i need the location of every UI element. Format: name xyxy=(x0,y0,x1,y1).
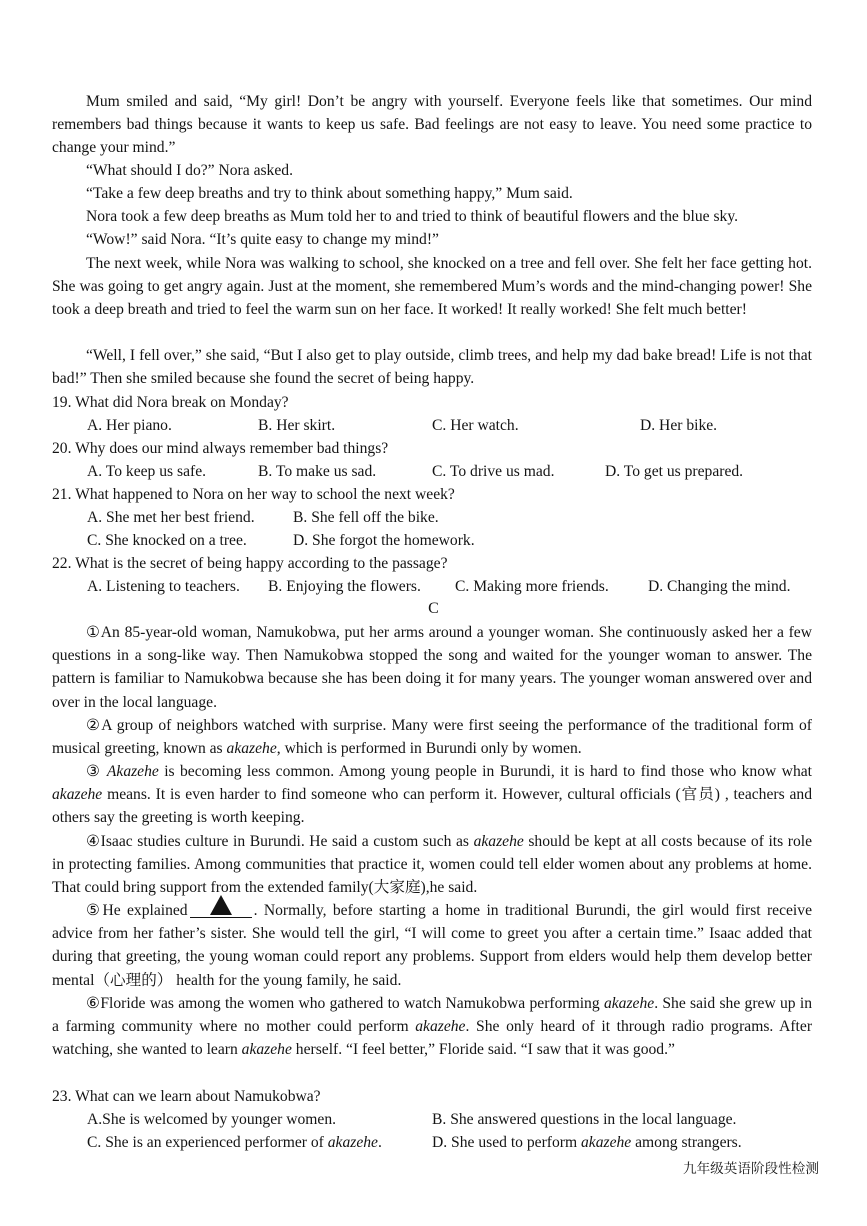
question-stem: 23. What can we learn about Namukobwa? xyxy=(52,1088,321,1105)
answer-option: D. Her bike. xyxy=(640,417,718,434)
answer-option: B. To make us sad. xyxy=(258,463,377,480)
answer-option: B. She fell off the bike. xyxy=(293,509,439,526)
passage-paragraph: “Well, I fell over,” she said, “But I also get to play outside, climb trees, and help my dad bake bread! Life is not that bad!” Then she smiled because she found the secret of being happy. xyxy=(52,347,812,388)
passage-paragraph: ④Isaac studies culture in Burundi. He said a custom such as akazehe should be kept at all costs because of its role in protecting families. Among communities that practice it, women could tell elder women about any problems at home. That could bring support from the extended family(大家庭),he said. xyxy=(52,833,813,897)
passage-paragraph: ③ Akazehe is becoming less common. Among young people in Burundi, it is hard to find those who know what akazehe means. It is even harder to find someone who can perform it. However, cultural officials (官员) , teachers and others say the greeting is worth keeping. xyxy=(52,763,812,827)
question-stem: 19. What did Nora break on Monday? xyxy=(52,394,289,411)
page-footer: 九年级英语阶段性检测 xyxy=(683,1161,819,1177)
answer-option: D. She used to perform akazehe among strangers. xyxy=(432,1134,742,1151)
answer-option: B. Enjoying the flowers. xyxy=(268,578,421,595)
answer-option: D. Changing the mind. xyxy=(648,578,791,595)
answer-option: A. Listening to teachers. xyxy=(87,578,240,595)
answer-option: C. To drive us mad. xyxy=(432,463,555,480)
answer-option: C. Making more friends. xyxy=(455,578,609,595)
question-stem: 22. What is the secret of being happy according to the passage? xyxy=(52,555,448,572)
answer-option: A.She is welcomed by younger women. xyxy=(87,1111,337,1128)
passage-paragraph: ⑤He explained . Normally, before starting a home in traditional Burundi, the girl would first receive advice from her father’s sister. She would tell the girl, “I will come to greet you after a certain time.” Isaac added that during that greeting, the young woman could report any problems. Support from elders would help them develop better mental（心理的） health for the young family, he said. xyxy=(52,899,812,992)
passage-paragraph: ②A group of neighbors watched with surprise. Many were first seeing the performance of the traditional form of musical greeting, known as akazehe, which is performed in Burundi only by women. xyxy=(52,717,812,758)
answer-option: A. She met her best friend. xyxy=(87,509,255,526)
passage-paragraph: ⑥Floride was among the women who gathered to watch Namukobwa performing akazehe. She said she grew up in a farming community where no mother could perform akazehe. She only heard of it through radio programs. After watching, she wanted to learn akazehe herself. “I feel better,” Floride said. “I saw that it was good.” xyxy=(52,995,813,1059)
answer-option: D. To get us prepared. xyxy=(605,463,744,480)
answer-option: C. She is an experienced performer of akazehe. xyxy=(87,1134,382,1151)
passage-paragraph: “Wow!” said Nora. “It’s quite easy to change my mind!” xyxy=(86,231,439,248)
answer-option: C. Her watch. xyxy=(432,417,519,434)
answer-option: B. Her skirt. xyxy=(258,417,336,434)
passage-paragraph: Nora took a few deep breaths as Mum told her to and tried to think of beautiful flowers and the blue sky. xyxy=(86,208,739,225)
passage-paragraph: “What should I do?” Nora asked. xyxy=(86,162,293,179)
answer-option: A. Her piano. xyxy=(87,417,172,434)
answer-option: D. She forgot the homework. xyxy=(293,532,475,549)
question-stem: 20. Why does our mind always remember bad things? xyxy=(52,440,389,457)
passage-paragraph: “Take a few deep breaths and try to think about something happy,” Mum said. xyxy=(86,185,573,202)
passage-paragraph: Mum smiled and said, “My girl! Don’t be angry with yourself. Everyone feels like that sometimes. Our mind remembers bad things because it wants to keep us safe. Bad feelings are not easy to leave. You need some practice to change your mind.” xyxy=(52,93,812,157)
answer-option: A. To keep us safe. xyxy=(87,463,207,480)
answer-option: B. She answered questions in the local language. xyxy=(432,1111,737,1128)
triangle-marker-icon xyxy=(210,895,232,915)
answer-blank xyxy=(190,900,252,918)
passage-paragraph: ①An 85-year-old woman, Namukobwa, put her arms around a younger woman. She continuously asked her a few questions in a song-like way. Then Namukobwa stopped the song and waited for the younger woman to answer. The pattern is familiar to Namukobwa because she has been doing it for many years. The younger woman answered over and over in the local language. xyxy=(52,624,812,711)
answer-option: C. She knocked on a tree. xyxy=(87,532,247,549)
passage-paragraph: The next week, while Nora was walking to school, she knocked on a tree and fell over. She felt her face getting hot. She was going to get angry again. Just at the moment, she remembered Mum’s words and the mind-changing power! She took a deep breath and tried to feel the warm sun on her face. It worked! It really worked! She felt much better! xyxy=(52,255,812,319)
section-label: C xyxy=(428,600,439,617)
question-stem: 21. What happened to Nora on her way to school the next week? xyxy=(52,486,455,503)
